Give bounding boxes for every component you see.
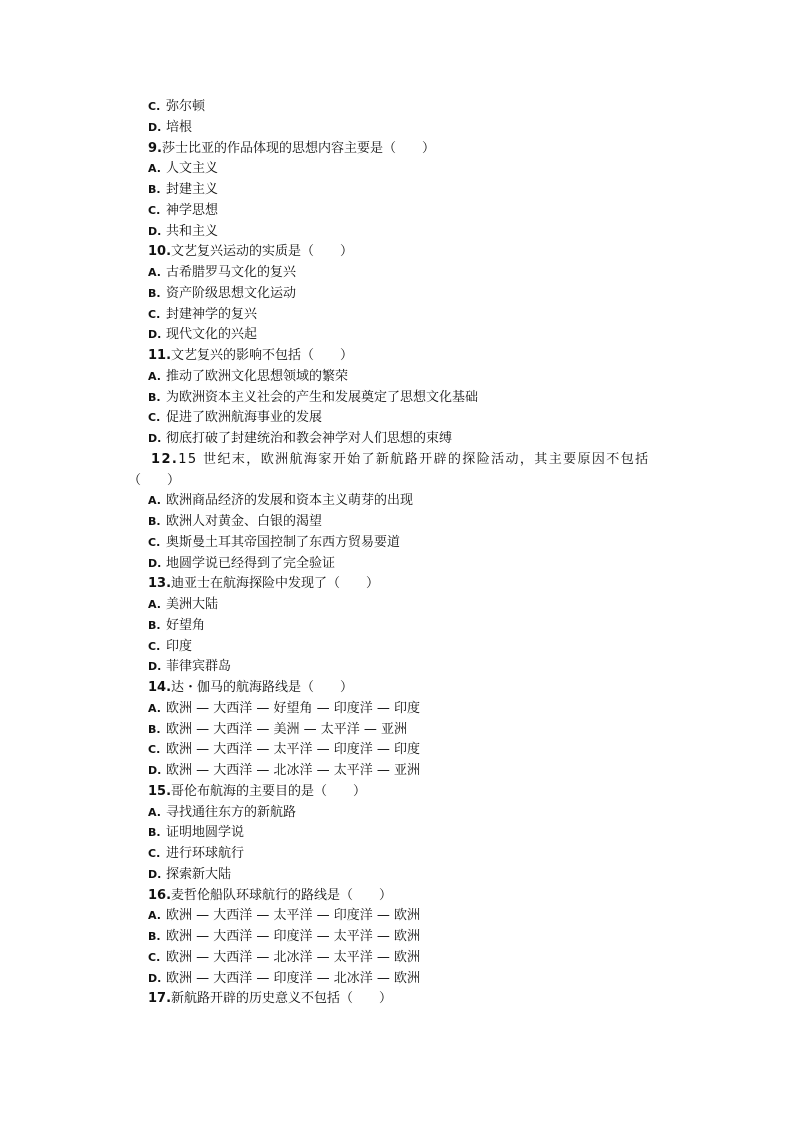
option-text: 欧洲 — 大西洋 — 北冰洋 — 太平洋 — 亚洲: [166, 763, 421, 778]
question-stem: 莎士比亚的作品体现的思想内容主要是（ ）: [161, 140, 435, 156]
option-text: 共和主义: [166, 223, 219, 239]
question-stem-wrap: （ ）: [128, 472, 181, 488]
option-text: 现代文化的兴起: [166, 327, 258, 343]
question-stem: 15 世纪末，欧洲航海家开始了新航路开辟的探险活动，其主要原因不包括: [178, 451, 650, 467]
option-q12-c: [0, 533, 794, 554]
option-letter: C.: [148, 535, 161, 549]
option-q13-a: [0, 595, 794, 616]
option-text: 奥斯曼土耳其帝国控制了东西方贸易要道: [166, 534, 401, 550]
option-q15-d: [0, 865, 794, 886]
option-letter: D.: [148, 867, 162, 881]
option-letter: B.: [148, 183, 161, 196]
option-letter: A.: [148, 369, 161, 383]
question-12-wrap: [0, 471, 794, 492]
option-letter: D.: [148, 764, 162, 777]
option-text: 彻底打破了封建统治和教会神学对人们思想的束缚: [166, 431, 453, 446]
option-letter: D.: [148, 224, 162, 238]
option-q9-c: [0, 201, 794, 222]
option-q9-d: [0, 222, 794, 243]
option-q15-a: [0, 803, 794, 824]
question-11: [0, 346, 794, 367]
option-text: 欧洲 — 大西洋 — 美洲 — 太平洋 — 亚洲: [166, 721, 408, 737]
question-stem: 迪亚士在航海探险中发现了（ ）: [171, 576, 380, 592]
question-number: 10.: [148, 244, 172, 260]
question-number: 12.: [151, 451, 179, 467]
option-text: 培根: [166, 119, 193, 135]
option-text: 菲律宾群岛: [166, 659, 232, 675]
option-text: 地圆学说已经得到了完全验证: [166, 555, 336, 571]
question-stem: 文艺复兴的影响不包括（ ）: [171, 348, 354, 363]
option-text: 人文主义: [166, 161, 219, 177]
question-13: [0, 574, 794, 595]
option-letter: A.: [148, 162, 161, 176]
option-letter: D.: [148, 660, 162, 674]
option-text: 促进了欧洲航海事业的发展: [166, 410, 323, 426]
option-letter: C.: [148, 100, 161, 113]
option-q11-c: [0, 408, 794, 429]
option-q15-b: [0, 823, 794, 844]
option-q16-b: [0, 927, 794, 948]
option-text: 美洲大陆: [166, 597, 219, 612]
option-q15-c: [0, 844, 794, 865]
option-text: 进行环球航行: [166, 846, 245, 861]
option-q10-d: [0, 325, 794, 346]
option-text: 欧洲 — 大西洋 — 北冰洋 — 太平洋 — 欧洲: [166, 949, 421, 965]
question-number: 16.: [148, 887, 172, 903]
option-letter: B.: [148, 930, 161, 943]
option-letter: A.: [148, 494, 161, 508]
question-16: [0, 886, 794, 907]
option-q10-a: [0, 263, 794, 284]
option-q12-a: [0, 491, 794, 512]
option-q14-c: [0, 740, 794, 761]
option-q13-b: [0, 616, 794, 637]
option-letter: B.: [148, 826, 161, 840]
option-q14-d: [0, 761, 794, 782]
question-stem: 麦哲伦船队环球航行的路线是（ ）: [171, 887, 393, 903]
option-letter: B.: [148, 286, 161, 300]
option-q11-a: [0, 367, 794, 388]
option-q16-c: [0, 948, 794, 969]
document-page: [0, 97, 794, 1010]
option-letter: A.: [148, 266, 161, 279]
option-letter: D.: [148, 556, 162, 570]
option-text: 神学思想: [166, 202, 219, 218]
question-stem: 哥伦布航海的主要目的是（ ）: [171, 783, 367, 799]
question-number: 9.: [148, 140, 162, 156]
option-q11-b: [0, 388, 794, 409]
question-number: 11.: [148, 348, 172, 363]
option-q10-c: [0, 305, 794, 326]
question-14: [0, 678, 794, 699]
option-text: 为欧洲资本主义社会的产生和发展奠定了思想文化基础: [166, 389, 479, 405]
option-q14-a: [0, 699, 794, 720]
option-letter: A.: [148, 598, 161, 611]
option-letter: B.: [148, 390, 161, 404]
option-q8-c: [0, 97, 794, 118]
question-stem: 达・伽马的航海路线是（ ）: [171, 680, 354, 695]
option-text: 推动了欧洲文化思想领域的繁荣: [166, 368, 349, 384]
option-letter: C.: [148, 743, 161, 757]
option-text: 印度: [166, 638, 193, 654]
option-text: 弥尔顿: [166, 99, 206, 114]
option-q12-d: [0, 554, 794, 575]
question-stem: 新航路开辟的历史意义不包括（ ）: [171, 991, 393, 1007]
option-q11-d: [0, 429, 794, 450]
question-12: [0, 450, 794, 471]
option-q9-b: [0, 180, 794, 201]
option-text: 寻找通往东方的新航路: [166, 804, 297, 820]
option-letter: C.: [148, 307, 161, 321]
question-number: 14.: [148, 680, 172, 695]
option-text: 欧洲 — 大西洋 — 印度洋 — 北冰洋 — 欧洲: [166, 970, 421, 986]
option-letter: C.: [148, 411, 161, 425]
option-text: 欧洲 — 大西洋 — 好望角 — 印度洋 — 印度: [166, 700, 421, 716]
option-q12-b: [0, 512, 794, 533]
option-q9-a: [0, 159, 794, 180]
option-q13-d: [0, 657, 794, 678]
option-text: 封建神学的复兴: [166, 306, 258, 322]
option-text: 欧洲 — 大西洋 — 太平洋 — 印度洋 — 欧洲: [166, 908, 421, 924]
option-text: 好望角: [166, 617, 206, 633]
question-9: [0, 139, 794, 160]
option-text: 证明地圆学说: [166, 825, 245, 841]
option-letter: C.: [148, 847, 161, 860]
option-letter: A.: [148, 805, 161, 819]
question-15: [0, 782, 794, 803]
option-text: 资产阶级思想文化运动: [166, 285, 297, 301]
option-letter: D.: [148, 432, 162, 445]
question-10: [0, 242, 794, 263]
option-q14-b: [0, 720, 794, 741]
option-text: 欧洲商品经济的发展和资本主义萌芽的出现: [166, 493, 414, 509]
option-text: 封建主义: [166, 182, 219, 197]
question-17: [0, 989, 794, 1010]
option-text: 欧洲 — 大西洋 — 印度洋 — 太平洋 — 欧洲: [166, 929, 421, 944]
option-letter: C.: [148, 639, 161, 653]
option-q8-d: [0, 118, 794, 139]
option-text: 欧洲 — 大西洋 — 太平洋 — 印度洋 — 印度: [166, 742, 421, 758]
option-text: 古希腊罗马文化的复兴: [166, 265, 297, 280]
option-letter: C.: [148, 950, 161, 964]
option-letter: B.: [148, 515, 161, 528]
option-q16-a: [0, 906, 794, 927]
question-stem: 文艺复兴运动的实质是（ ）: [171, 244, 354, 260]
question-number: 15.: [148, 783, 172, 799]
option-text: 欧洲人对黄金、白银的渴望: [166, 514, 323, 529]
option-q13-c: [0, 637, 794, 658]
option-q16-d: [0, 969, 794, 990]
option-letter: B.: [148, 618, 161, 632]
option-letter: D.: [148, 120, 162, 134]
option-letter: C.: [148, 203, 161, 217]
option-letter: B.: [148, 722, 161, 736]
option-letter: D.: [148, 328, 162, 342]
option-letter: A.: [148, 701, 161, 715]
option-letter: D.: [148, 971, 162, 985]
question-number: 17.: [148, 991, 172, 1007]
option-q10-b: [0, 284, 794, 305]
option-letter: A.: [148, 909, 161, 923]
question-number: 13.: [148, 576, 172, 592]
option-text: 探索新大陆: [166, 866, 232, 882]
